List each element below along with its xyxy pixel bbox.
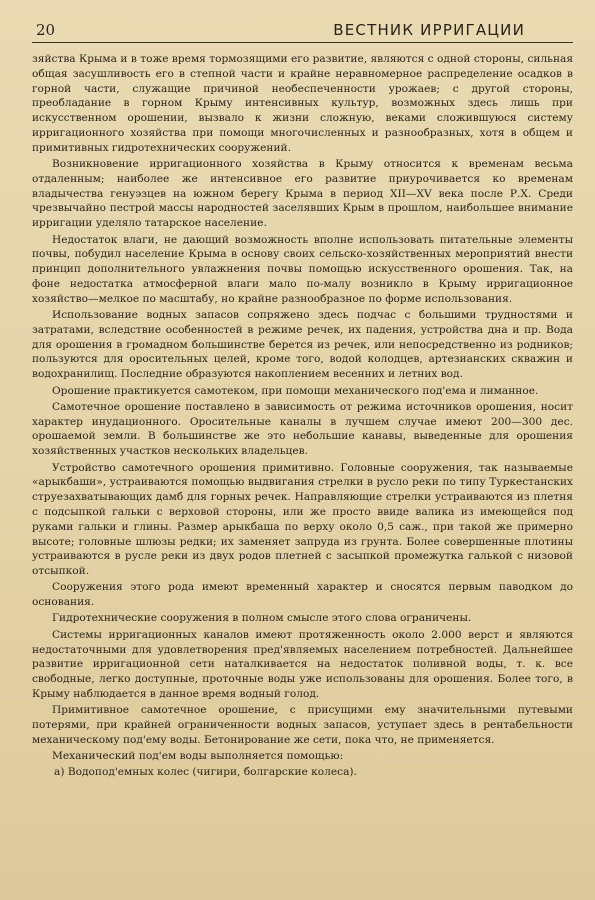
paragraph: Возникновение ирригационного хозяйства в Крыму относится к временам весьма отдаленным; наиболее же интенсивное его развитие приурочивается ко временам владычества генуэзцев на южном берегу Крыма в период XII—XV века после Р.Х. Среди чрезвычайно пестрой массы народностей заселявших Крым в прошлом, наибольшее внимание ирригации уделяло татарское население. <box>32 158 573 230</box>
list-item: а) Водопод'емных колес (чигири, болгарские колеса). <box>54 766 357 779</box>
running-title: ВЕСТНИК ИРРИГАЦИИ <box>333 21 525 39</box>
paragraph: Устройство самотечного орошения примитивно. Головные сооружения, так называемые «арыкбаши», устраиваются помощью выдвигания стрелки в русло реки по типу Туркестанских струезахватывающих дамб для горных речек. Направляющие стрелки устраиваются из плетня с подсыпкой гальки с верховой стороны, или же просто ввиде валика из имеющейся под руками гальки и глины. Размер арыкбаша по верху около 0,5 саж., при такой же примерно высоте; головные шлюзы редки; их заменяет запруда из грунта. Более совершенные плотины устраиваются в русле реки из двух родов плетней с засыпкой промежутка галькой с низовой отсыпкой. <box>32 461 573 578</box>
article-body <box>32 52 573 780</box>
paragraph: Примитивное самотечное орошение, с присущими ему значительными путевыми потерями, при крайней ограниченности водных запасов, уступает здесь в рентабельности механическому под'ему воды. Бетонирование же сети, пока что, не применяется. <box>32 704 573 746</box>
page-number: 20 <box>36 21 56 39</box>
paragraph: Сооружения этого рода имеют временный характер и сносятся первым паводком до основания. <box>32 581 573 609</box>
paragraph: Орошение практикуется самотеком, при помощи механического под'ема и лиманное. <box>52 384 539 397</box>
paragraph: Механический под'ем воды выполняется помощью: <box>52 750 344 763</box>
paragraph: зяйства Крыма и в тоже время тормозящими его развитие, являются с одной стороны, сильная общая засушливость его в степной части и крайне неравномерное распределение осадков в горной части, служащие причиной необеспеченности урожаев; с другой стороны, преобладание в горном Крыму интенсивных культур, возможных здесь лишь при искусственном орошении, вызвало к жизни сложную, веками сложившуюся систему ирригационного хозяйства при помощи многочисленных и разнообразных, хотя в общем и примитивных гидротехнических сооружений. <box>32 53 573 154</box>
paragraph: Самотечное орошение поставлено в зависимость от режима источников орошения, носит характер инудационного. Оросительные каналы в лучшем случае имеют 200—300 дес. орошаемой земли. В большинстве же это небольшие канавы, выведенные для орошения хозяйственных участков нескольких владельцев. <box>32 400 573 458</box>
paragraph: Гидротехнические сооружения в полном смысле этого слова ограничены. <box>52 612 472 625</box>
page-header <box>32 14 573 43</box>
paragraph: Недостаток влаги, не дающий возможность вполне использовать питательные элементы почвы, побудил население Крыма в основу своих сельско-хозяйственных мероприятий внести принцип дополнительного увлажнения почвы помощью искусственного орошения. Так, на фоне недостатка атмосферной влаги мало по-малу возникло в Крыму ирригационное хозяйство—мелкое по масштабу, но крайне разнообразное по форме использования. <box>32 233 573 305</box>
paragraph: Использование водных запасов сопряжено здесь подчас с большими трудностями и затратами, вследствие особенностей в режиме речек, их падения, устройства дна и пр. Вода для орошения в громадном большинстве берется из речек, или непосредственно из родников; пользуются для оросительных целей, кроме того, водой колодцев, артезианских скважин и водохранилищ. Последние образуются накоплением весенних и летних вод. <box>32 309 573 381</box>
paragraph: Системы ирригационных каналов имеют протяженность около 2.000 верст и являются недостаточными для удовлетворения пред'являемых населением потребностей. Дальнейшее развитие ирригационной сети наталкивается на недостаток поливной воды, т. к. все свободные, легко доступные, проточные воды уже использованы для орошения. Более того, в Крыму наблюдается в данное время водный голод. <box>32 628 573 700</box>
